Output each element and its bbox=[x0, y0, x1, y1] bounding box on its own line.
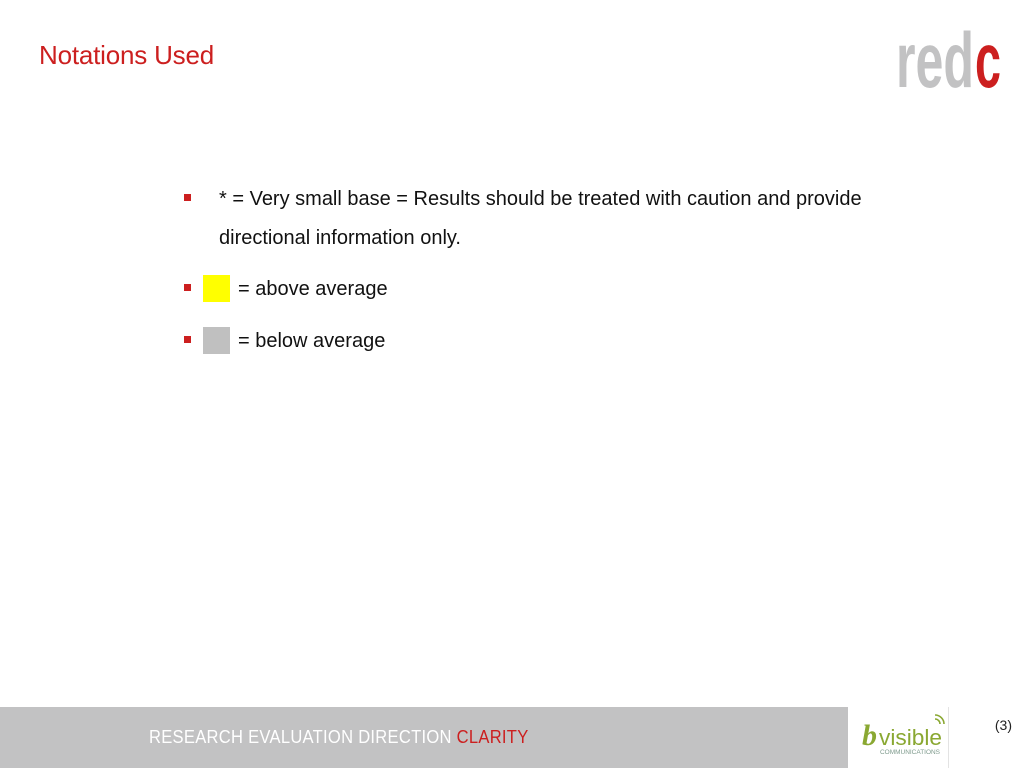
logo-visible-text: visible bbox=[879, 725, 942, 750]
notation-small-base-text: * = Very small base = Results should be treated with caution and provide directional information only. bbox=[219, 188, 862, 249]
bvisible-logo bbox=[858, 711, 948, 761]
notation-list bbox=[184, 180, 904, 361]
above-average-text: = above average bbox=[238, 278, 388, 300]
slide-title: Notations Used bbox=[39, 40, 214, 70]
page-number-box bbox=[948, 707, 1024, 768]
notation-above-average bbox=[184, 270, 904, 309]
logo-c-text: c bbox=[975, 17, 1001, 91]
bullet-square-icon bbox=[184, 284, 191, 291]
tagline-accent: CLARITY bbox=[456, 727, 529, 747]
below-average-swatch bbox=[203, 327, 230, 354]
bullet-square-icon bbox=[184, 194, 191, 201]
logo-b-letter: b bbox=[862, 719, 877, 752]
redc-logo bbox=[896, 17, 1002, 91]
logo-subtitle-text: COMMUNICATIONS bbox=[880, 750, 940, 756]
signal-waves-icon bbox=[935, 715, 944, 724]
logo-red-text: red bbox=[896, 17, 974, 91]
page-number: (3) bbox=[994, 717, 1012, 733]
bullet-square-icon bbox=[184, 336, 191, 343]
below-average-text: = below average bbox=[238, 330, 386, 352]
notation-below-average bbox=[184, 322, 904, 361]
notation-small-base bbox=[184, 180, 904, 258]
partner-logo-box bbox=[854, 707, 948, 768]
above-average-swatch bbox=[203, 275, 230, 302]
tagline-main: RESEARCH EVALUATION DIRECTION bbox=[149, 727, 452, 747]
footer-tagline bbox=[149, 727, 529, 748]
